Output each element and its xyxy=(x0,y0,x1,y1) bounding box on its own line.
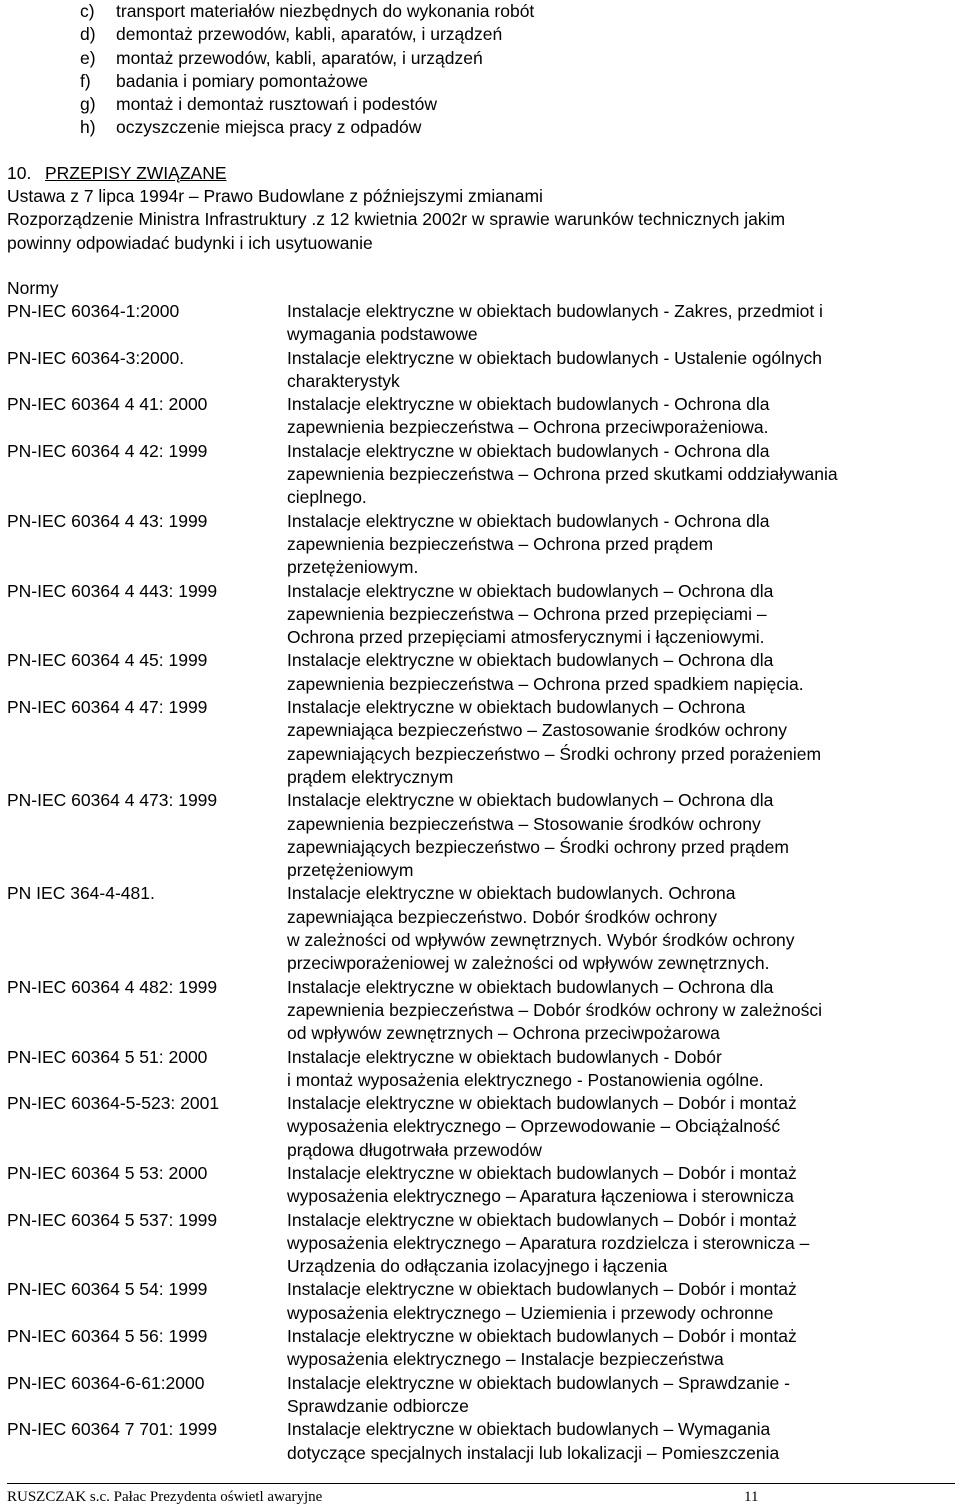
standard-description-line: dotyczące specjalnych instalacji lub lokalizacji – Pomieszczenia xyxy=(287,1442,780,1463)
standard-description-line: wyposażenia elektrycznego – Oprzewodowanie – Obciążalność xyxy=(287,1116,781,1137)
standard-description-line: Instalacje elektryczne w obiektach budowlanych – Ochrona dla xyxy=(287,580,774,601)
list-item-marker: g) xyxy=(80,94,96,115)
standard-row xyxy=(7,1325,955,1372)
standard-description-line: Instalacje elektryczne w obiektach budowlanych – Dobór i montaż xyxy=(287,1209,797,1230)
standard-code: PN-IEC 60364 4 443: 1999 xyxy=(7,580,218,601)
list-item xyxy=(80,93,534,116)
list-item-text: transport materiałów niezbędnych do wykonania robót xyxy=(116,1,535,21)
standard-description-line: Instalacje elektryczne w obiektach budowlanych - Zakres, przedmiot i xyxy=(287,301,823,321)
standard-description xyxy=(287,1372,955,1419)
standard-row xyxy=(7,1418,955,1465)
standard-code: PN-IEC 60364 4 43: 1999 xyxy=(7,510,208,531)
standard-code: PN-IEC 60364 4 42: 1999 xyxy=(7,440,208,461)
standard-description xyxy=(287,882,955,975)
standard-description xyxy=(287,976,955,1046)
standard-description-line: przetężeniowym. xyxy=(287,557,419,578)
standard-row xyxy=(7,1092,955,1162)
standard-code: PN-IEC 60364 4 45: 1999 xyxy=(7,650,208,671)
standard-description xyxy=(287,580,955,650)
standard-code: PN-IEC 60364 5 51: 2000 xyxy=(7,1046,208,1067)
standard-description xyxy=(287,347,955,394)
standard-row xyxy=(7,649,955,696)
standard-description xyxy=(287,300,955,347)
standard-description-line: Instalacje elektryczne w obiektach budowlanych - Ochrona dla xyxy=(287,510,770,531)
standard-description xyxy=(287,789,955,882)
section-heading xyxy=(7,162,227,185)
list-item-marker: f) xyxy=(80,70,91,91)
related-regulations xyxy=(7,185,955,255)
footer-text: RUSZCZAK s.c. Pałac Prezydenta oświetl awaryjne xyxy=(7,1489,323,1505)
list-item-marker: d) xyxy=(80,24,96,45)
standard-description-line: charakterystyk xyxy=(287,370,400,391)
standard-description-line: wyposażenia elektrycznego – Instalacje bezpieczeństwa xyxy=(287,1349,724,1370)
standard-description-line: wyposażenia elektrycznego – Aparatura rozdzielcza i sterownicza – xyxy=(287,1232,810,1253)
standard-description-line: Instalacje elektryczne w obiektach budowlanych - Ochrona dla xyxy=(287,440,770,461)
list-item xyxy=(80,0,534,23)
standard-row xyxy=(7,1162,955,1209)
standard-code: PN-IEC 60364-1:2000 xyxy=(7,301,180,321)
standard-description-line: zapewnienia bezpieczeństwa – Stosowanie środków ochrony xyxy=(287,813,761,834)
standard-code: PN-IEC 60364-3:2000. xyxy=(7,347,185,368)
standard-description xyxy=(287,1209,955,1279)
standard-description-line: Instalacje elektryczne w obiektach budowlanych - Dobór xyxy=(287,1046,722,1067)
standard-description xyxy=(287,510,955,580)
standard-description-line: Instalacje elektryczne w obiektach budowlanych – Ochrona dla xyxy=(287,976,774,997)
standard-row xyxy=(7,1046,955,1093)
list-item-text: montaż i demontaż rusztowań i podestów xyxy=(116,94,437,115)
list-item xyxy=(80,47,534,70)
standard-description-line: od wpływów zewnętrznych – Ochrona przeciwpożarowa xyxy=(287,1023,720,1044)
standard-row xyxy=(7,1209,955,1279)
standard-description-line: Urządzenia do odłączania izolacyjnego i łączenia xyxy=(287,1256,668,1277)
standard-description xyxy=(287,649,955,696)
section-number: 10. xyxy=(7,163,32,183)
standard-description-line: zapewniających bezpieczeństwo – Środki ochrony przed porażeniem xyxy=(287,743,822,764)
standard-row xyxy=(7,789,955,882)
standard-row xyxy=(7,510,955,580)
standard-code: PN-IEC 60364 5 54: 1999 xyxy=(7,1279,208,1300)
standard-row xyxy=(7,440,955,510)
standard-description-line: Instalacje elektryczne w obiektach budowlanych. Ochrona xyxy=(287,883,736,904)
standard-code: PN-IEC 60364 5 56: 1999 xyxy=(7,1326,208,1347)
standard-row xyxy=(7,882,955,975)
standard-description-line: zapewniająca bezpieczeństwo – Zastosowanie środków ochrony xyxy=(287,720,787,741)
standard-description-line: Instalacje elektryczne w obiektach budowlanych – Wymagania xyxy=(287,1419,771,1440)
standard-description-line: zapewnienia bezpieczeństwa – Ochrona przed skutkami oddziaływania xyxy=(287,464,838,485)
list-item xyxy=(80,70,534,93)
standard-description xyxy=(287,1092,955,1162)
standard-description-line: Instalacje elektryczne w obiektach budowlanych - Ustalenie ogólnych xyxy=(287,347,823,368)
list-item-text: oczyszczenie miejsca pracy z odpadów xyxy=(116,117,422,138)
standard-row xyxy=(7,580,955,650)
standard-description-line: zapewnienia bezpieczeństwa – Ochrona przed spadkiem napięcia. xyxy=(287,673,804,694)
list-item-marker: e) xyxy=(80,47,96,68)
standard-description-line: wymagania podstawowe xyxy=(287,324,478,345)
standard-description-line: Sprawdzanie odbiorcze xyxy=(287,1395,469,1416)
standard-description-line: i montaż wyposażenia elektrycznego - Postanowienia ogólne. xyxy=(287,1069,764,1090)
law-line: Rozporządzenie Ministra Infrastruktury .z 12 kwietnia 2002r w sprawie warunków technicznych jakim xyxy=(7,209,786,230)
standard-description-line: zapewniających bezpieczeństwo – Środki ochrony przed prądem xyxy=(287,836,789,857)
standard-description-line: zapewnienia bezpieczeństwa – Ochrona przed przepięciami – xyxy=(287,603,767,624)
section-title: PRZEPISY ZWIĄZANE xyxy=(45,163,227,183)
standard-code: PN-IEC 60364 5 53: 2000 xyxy=(7,1162,208,1183)
standard-row xyxy=(7,976,955,1046)
list-item-marker: h) xyxy=(80,117,96,138)
footer-divider xyxy=(7,1483,955,1484)
standard-description-line: wyposażenia elektrycznego – Aparatura łączeniowa i sterownicza xyxy=(287,1186,794,1207)
task-list xyxy=(80,0,534,140)
standard-row xyxy=(7,347,955,394)
standard-code: PN-IEC 60364 4 47: 1999 xyxy=(7,697,208,718)
standard-description-line: prądem elektrycznym xyxy=(287,766,454,787)
standard-description-line: cieplnego. xyxy=(287,487,367,508)
standards-label: Normy xyxy=(7,278,59,298)
standard-description-line: prądowa długotrwała przewodów xyxy=(287,1139,542,1160)
standard-description xyxy=(287,1046,955,1093)
standard-description-line: Instalacje elektryczne w obiektach budowlanych - Ochrona dla xyxy=(287,394,770,415)
standard-description-line: Instalacje elektryczne w obiektach budowlanych – Dobór i montaż xyxy=(287,1093,797,1114)
standard-description xyxy=(287,440,955,510)
standard-description-line: zapewnienia bezpieczeństwa – Dobór środków ochrony w zależności xyxy=(287,999,823,1020)
standard-description-line: zapewnienia bezpieczeństwa – Ochrona przeciwporażeniowa. xyxy=(287,417,769,438)
standard-code: PN-IEC 60364 4 473: 1999 xyxy=(7,790,218,811)
standard-row xyxy=(7,393,955,440)
standard-description xyxy=(287,696,955,789)
page-number: 11 xyxy=(744,1489,759,1505)
standard-row xyxy=(7,696,955,789)
standard-code: PN-IEC 60364 4 482: 1999 xyxy=(7,976,218,997)
standard-description-line: wyposażenia elektrycznego – Uziemienia i przewody ochronne xyxy=(287,1302,774,1323)
standard-row xyxy=(7,1372,955,1419)
standard-description-line: w zależności od wpływów zewnętrznych. Wybór środków ochrony xyxy=(287,930,795,951)
standard-description-line: Ochrona przed przepięciami atmosferycznymi i łączeniowymi. xyxy=(287,627,765,648)
list-item-text: demontaż przewodów, kabli, aparatów, i urządzeń xyxy=(116,24,503,45)
standard-description-line: zapewniająca bezpieczeństwo. Dobór środków ochrony xyxy=(287,906,717,927)
standard-description-line: Instalacje elektryczne w obiektach budowlanych – Ochrona dla xyxy=(287,790,774,811)
standard-description-line: Instalacje elektryczne w obiektach budowlanych – Dobór i montaż xyxy=(287,1162,797,1183)
standard-code: PN-IEC 60364 7 701: 1999 xyxy=(7,1419,218,1440)
standard-description xyxy=(287,1162,955,1209)
standard-description-line: przeciwporażeniowej w zależności od wpływów zewnętrznych. xyxy=(287,953,770,974)
standards-list xyxy=(7,300,955,1465)
law-line: Ustawa z 7 lipca 1994r – Prawo Budowlane z późniejszymi zmianami xyxy=(7,186,543,206)
law-line: powinny odpowiadać budynki i ich usytuowanie xyxy=(7,232,373,253)
standard-row xyxy=(7,300,955,347)
standard-description-line: Instalacje elektryczne w obiektach budowlanych – Ochrona xyxy=(287,697,746,718)
list-item xyxy=(80,116,534,139)
standard-description xyxy=(287,393,955,440)
list-item xyxy=(80,23,534,46)
standard-code: PN-IEC 60364 5 537: 1999 xyxy=(7,1209,218,1230)
standard-description-line: przetężeniowym xyxy=(287,860,414,881)
standard-description xyxy=(287,1325,955,1372)
list-item-marker: c) xyxy=(80,1,95,21)
standard-code: PN-IEC 60364-5-523: 2001 xyxy=(7,1093,220,1114)
standard-description-line: zapewnienia bezpieczeństwa – Ochrona przed prądem xyxy=(287,533,714,554)
standard-description-line: Instalacje elektryczne w obiektach budowlanych – Dobór i montaż xyxy=(287,1279,797,1300)
standard-description-line: Instalacje elektryczne w obiektach budowlanych – Dobór i montaż xyxy=(287,1326,797,1347)
standard-description xyxy=(287,1418,955,1465)
list-item-text: montaż przewodów, kabli, aparatów, i urządzeń xyxy=(116,47,483,68)
standard-description xyxy=(287,1278,955,1325)
standard-description-line: Instalacje elektryczne w obiektach budowlanych – Ochrona dla xyxy=(287,650,774,671)
standard-code: PN-IEC 60364-6-61:2000 xyxy=(7,1372,205,1393)
standard-description-line: Instalacje elektryczne w obiektach budowlanych – Sprawdzanie - xyxy=(287,1372,790,1393)
standard-code: PN-IEC 60364 4 41: 2000 xyxy=(7,394,208,415)
standard-row xyxy=(7,1278,955,1325)
standard-code: PN IEC 364-4-481. xyxy=(7,883,155,904)
list-item-text: badania i pomiary pomontażowe xyxy=(116,70,368,91)
